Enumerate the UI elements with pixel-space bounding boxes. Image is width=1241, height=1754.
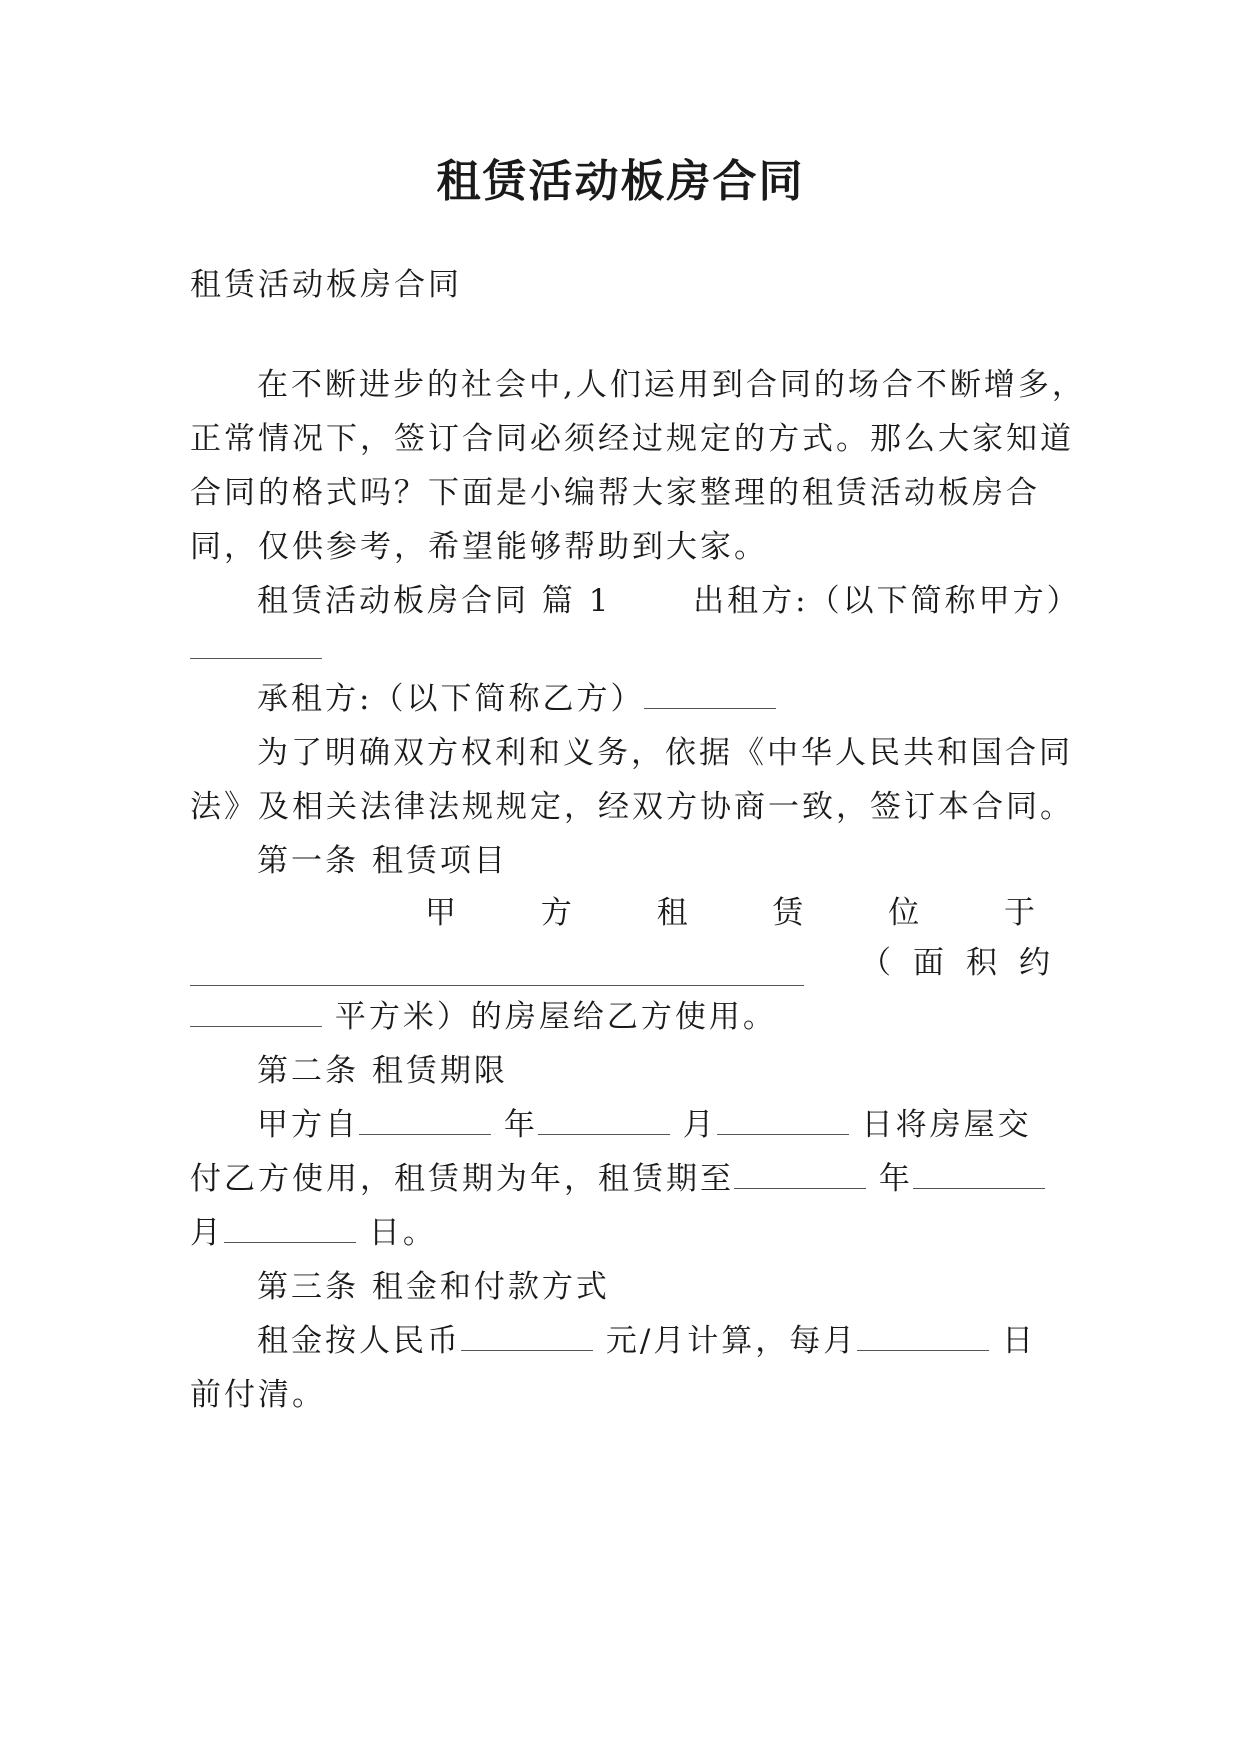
area-label: （ 面 积 约 xyxy=(860,945,1050,981)
article-2-title: 第二条 租赁期限 xyxy=(257,1053,508,1089)
lessee-blank xyxy=(644,678,776,709)
article-1-area-line xyxy=(190,940,1050,986)
article-1-tail: 平方米）的房屋给乙方使用。 xyxy=(334,999,777,1035)
article-3-title: 第三条 租金和付款方式 xyxy=(257,1269,610,1305)
start-month-blank xyxy=(538,1104,670,1135)
lessee-line xyxy=(257,676,1050,722)
pian-heading: 租赁活动板房合同 篇 1 xyxy=(257,583,612,619)
start-year-blank xyxy=(359,1104,491,1135)
spread-char: 于 xyxy=(1003,895,1035,931)
intro-line-4: 同，仅供参考，希望能够帮助到大家。 xyxy=(190,529,768,565)
lessee-label: 承租方:（以下简称乙方） xyxy=(257,681,645,717)
end-month-blank xyxy=(913,1158,1045,1189)
intro-line-2: 正常情况下，签订合同必须经过规定的方式。那么大家知道 xyxy=(190,421,1074,457)
spread-char: 租 xyxy=(656,895,688,931)
intro-line-3: 合同的格式吗？下面是小编帮大家整理的租赁活动板房合 xyxy=(190,475,1040,511)
spread-char: 赁 xyxy=(772,895,804,931)
spread-char: 甲 xyxy=(425,895,456,931)
lessor-label: 出租方:（以下简称甲方） xyxy=(693,583,1081,619)
article-2-line-1: 甲方自 年 月 日将房屋交 xyxy=(257,1102,1050,1148)
rent-amount-blank xyxy=(461,1320,593,1351)
article-2-line-3: 月 日。 xyxy=(190,1210,1050,1256)
area-blank xyxy=(190,996,322,1027)
pian-heading-line xyxy=(257,578,1081,624)
lessor-blank-line xyxy=(190,626,1050,672)
article-3-line-2: 前付清。 xyxy=(190,1377,326,1413)
end-year-blank xyxy=(734,1158,866,1189)
purpose-line-1: 为了明确双方权利和义务，依据《中华人民共和国合同 xyxy=(257,735,1073,771)
intro-line-1: 在不断进步的社会中,人们运用到合同的场合不断增多， xyxy=(257,367,1086,403)
article-3-line-1: 租金按人民币 元/月计算，每月 日 xyxy=(257,1318,1050,1364)
spread-char: 位 xyxy=(888,895,920,931)
document-title: 租赁活动板房合同 xyxy=(436,156,805,207)
article-1-spread-line xyxy=(425,890,1035,936)
article-2-line-2: 付乙方使用，租赁期为年，租赁期至 年 xyxy=(190,1156,1050,1202)
article-1-tail-line xyxy=(190,994,1050,1040)
pay-day-blank xyxy=(857,1320,989,1351)
spread-char: 方 xyxy=(540,895,572,931)
article-1-title: 第一条 租赁项目 xyxy=(257,843,508,879)
start-day-blank xyxy=(717,1104,849,1135)
document-subtitle: 租赁活动板房合同 xyxy=(190,267,462,303)
lessor-blank xyxy=(190,628,322,659)
end-day-blank xyxy=(224,1212,356,1243)
purpose-line-2: 法》及相关法律法规规定，经双方协商一致，签订本合同。 xyxy=(190,789,1074,825)
location-blank xyxy=(190,955,804,986)
